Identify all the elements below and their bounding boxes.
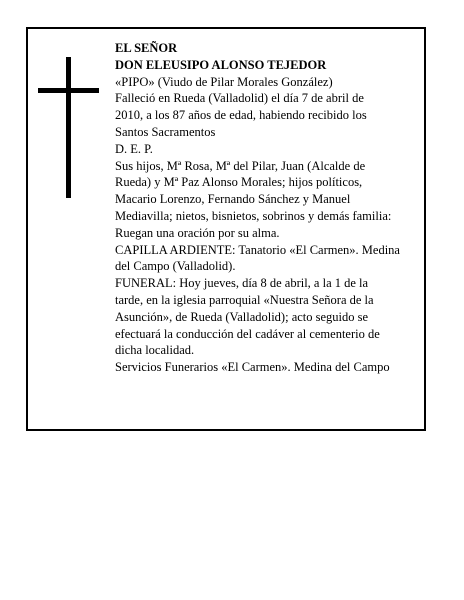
funeral-line-1: FUNERAL: Hoy jueves, día 8 de abril, a la 1 de la — [115, 276, 369, 291]
obituary-text — [115, 40, 427, 376]
cross-horizontal-bar — [38, 88, 99, 93]
services-line: Servicios Funerarios «El Carmen». Medina del Campo — [115, 360, 390, 375]
cross-vertical-bar — [66, 57, 71, 198]
dep-line: D. E. P. — [115, 141, 153, 156]
funeral-line-3: Asunción», de Rueda (Valladolid); acto seguido se — [115, 309, 369, 324]
chapel-line-1: CAPILLA ARDIENTE: Tanatorio «El Carmen». Medina — [115, 242, 400, 257]
title-line: EL SEÑOR — [115, 41, 178, 55]
family-line-4: Mediavilla; nietos, bisnietos, sobrinos y demás familia: — [115, 208, 392, 223]
chapel-line-2: del Campo (Valladolid). — [115, 259, 236, 274]
funeral-line-5: dicha localidad. — [115, 343, 195, 358]
nickname-line: «PIPO» (Viudo de Pilar Morales González) — [115, 74, 333, 89]
family-line-3: Macario Lorenzo, Fernando Sánchez y Manuel — [115, 192, 351, 207]
family-line-2: Rueda) y Mª Paz Alonso Morales; hijos políticos, — [115, 175, 363, 190]
death-line-1: Falleció en Rueda (Valladolid) el día 7 de abril de — [115, 91, 364, 106]
deceased-name: DON ELEUSIPO ALONSO TEJEDOR — [115, 57, 327, 72]
death-line-2: 2010, a los 87 años de edad, habiendo recibido los — [115, 108, 367, 123]
death-line-3: Santos Sacramentos — [115, 124, 216, 139]
family-line-1: Sus hijos, Mª Rosa, Mª del Pilar, Juan (Alcalde de — [115, 158, 366, 173]
funeral-line-2: tarde, en la iglesia parroquial «Nuestra Señora de la — [115, 292, 374, 307]
funeral-line-4: efectuará la conducción del cadáver al cementerio de — [115, 326, 380, 341]
obituary-notice — [26, 27, 426, 431]
prayer-line: Ruegan una oración por su alma. — [115, 225, 280, 240]
